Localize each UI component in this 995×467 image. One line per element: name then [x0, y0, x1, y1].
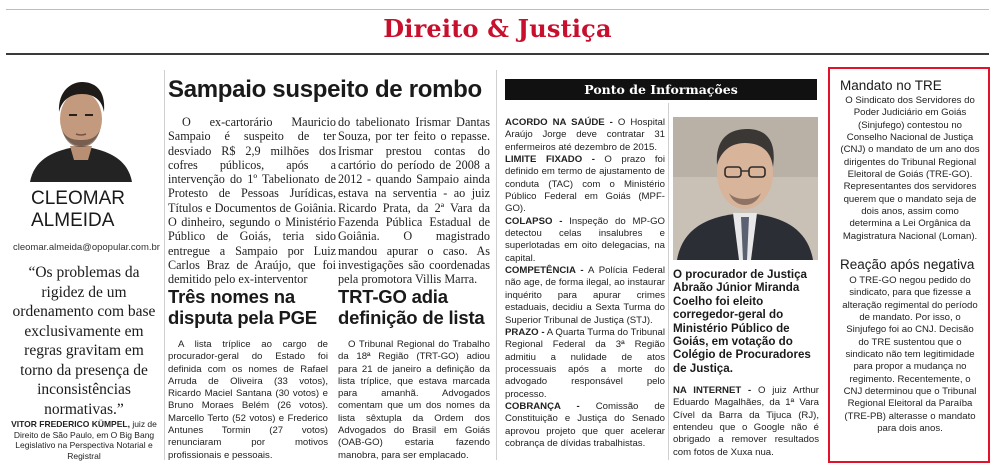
- top-rule: [6, 9, 989, 10]
- column-divider: [668, 103, 669, 460]
- quote-source: juiz de Direito de São Paulo, em O Big Bang Legislativo na Perspectiva Notarial e Registral: [13, 419, 157, 461]
- ponto-note: [505, 216, 665, 265]
- ponto-note-text: O Hospital Araújo Jorge deve contratar 31 enfermeiros até dezembro de 2015.: [505, 117, 665, 153]
- internet-text: O juiz Arthur Eduardo Magalhães, da 1ª Vara Cível da Barra da Tijuca (RJ), entendeu que o Google não é obrigado a remover resultados com fotos de Xuxa nua.: [673, 385, 819, 458]
- columnist-email[interactable]: cleomar.almeida@opopular.com.br: [13, 242, 160, 253]
- ponto-note-text: Inspeção do MP-GO detectou celas insalubres e superlotadas em oito delegacias, na capital.: [505, 215, 665, 264]
- ponto-note-label: COMPETÊNCIA -: [505, 265, 584, 277]
- ponto-header: Ponto de Informações: [505, 79, 817, 100]
- reacao-heading: Reação após negativa: [840, 257, 975, 272]
- tre-text: O Sindicato dos Servidores do Poder Judiciário em Goiás (Sinjufego) contestou no Conselho Nacional de Justiça (CNJ) o mandato de um ano dos dirigentes do Tribunal Regional Eleitoral de Goiás (TRE-GO). Representantes dos servidores querem que o mandato seja de dois anos, assim como determina a Lei Orgânica da Magistratura Nacional (Loman).: [840, 95, 980, 242]
- main-story-col1: O ex-cartorário Mauricio Sampaio é suspeito de ter desviado R$ 2,9 milhões dos cofres públicos, após a intervenção do 1º Tabelionato de Protesto de Pessoas Jurídicas, Títulos e Documentos de Goiânia. O dinheiro, segundo o Ministério Público de Goiás, teria sido entregue a Sampaio por Luiz Carlos Braz de Araújo, que foi demitido pelo ex-interventor: [168, 115, 336, 287]
- trt-headline: TRT-GO adia definição de lista: [338, 286, 485, 328]
- columnist-photo: [22, 74, 140, 182]
- tre-heading: Mandato no TRE: [840, 78, 942, 93]
- ponto-notes: [505, 117, 665, 450]
- prosecutor-photo: [673, 117, 818, 260]
- columnist-last-name: ALMEIDA: [31, 210, 115, 231]
- columnist-first-name: CLEOMAR: [31, 188, 125, 209]
- ponto-note: [505, 401, 665, 450]
- main-headline: Sampaio suspeito de rombo: [168, 76, 482, 103]
- ponto-internet-note: [673, 385, 819, 459]
- quote-attribution: [10, 419, 158, 461]
- column-divider: [164, 70, 165, 460]
- main-story-col2: do tabelionato Irismar Dantas Souza, por ter feito o repasse. Irismar prestou contas do cartório do período de 2008 a 2012 - quando Sampaio ainda estava na serventia - ao juiz Ricardo Prata, da 2ª Vara da Fazenda Pública Estadual de Goiânia. O magistrado mandou apurar o caso. As investigações são coordenadas pela promotora Villis Marra.: [338, 115, 490, 287]
- columnist-name: [31, 188, 125, 232]
- ponto-note: [505, 265, 665, 327]
- pge-body: A lista tríplice ao cargo de procurador-geral do Estado foi definida com os nomes de Rafael Arruda de Oliveira (33 votos), Ricardo Maciel Santana (30 votos) e Bruno Moraes Belém (26 votos). Marcello Terto (52 votos) e Frederico Antunes Tormin (27 votos) renunciaram por motivos profissionais e pessoais.: [168, 339, 328, 461]
- ponto-note-label: LIMITE FIXADO -: [505, 154, 595, 166]
- ponto-note-text: A Quarta Turma do Tribunal Regional Federal da 3ª Região admitiu a nulidade de atos processuais após a morte do advogado responsável pelo processo.: [505, 326, 665, 400]
- trt-body: O Tribunal Regional do Trabalho da 18ª Região (TRT-GO) adiou para 21 de janeiro a definição da lista tríplice, que estava marcada para amanhã. Advogados comentam que um dos nomes da lista sêxtupla da Ordem dos Advogados do Brasil em Goiás (OAB-GO) estaria fazendo manobra, para ser emplacado.: [338, 339, 490, 461]
- ponto-note-label: PRAZO -: [505, 326, 545, 338]
- section-rule: [6, 53, 989, 55]
- columnist-quote: “Os problemas da rigidez de um ordenamento com base exclusivamente em regras gravitam em torno da presença de inconsistências normativas.”: [12, 264, 156, 418]
- ponto-note-text: O prazo foi definido em termo de ajustamento de conduta (TAC) com o Ministério Público Federal em Goiás (MPF-GO).: [505, 154, 665, 215]
- photo-caption: O procurador de Justiça Abraão Júnior Miranda Coelho foi eleito corregedor-geral do Ministério Público de Goiás, em votação do Colégio de Procuradores de Justiça.: [673, 268, 811, 375]
- ponto-note: [505, 327, 665, 401]
- ponto-note-text: A Polícia Federal não age, de forma ilegal, ao instaurar inquérito para apurar crimes estaduais, decidiu a Sexta Turma do Superior Tribunal de Justiça (STJ).: [505, 265, 665, 326]
- internet-label: NA INTERNET -: [673, 385, 752, 396]
- ponto-note: [505, 117, 665, 154]
- ponto-note-label: COBRANÇA -: [505, 400, 580, 412]
- ponto-note-text: Comissão de Constituição e Justiça do Senado aprovou projeto que quer acelerar cobrança de dívidas trabalhistas.: [505, 400, 666, 449]
- quote-author: VITOR FREDERICO KÜMPEL,: [11, 419, 130, 429]
- reacao-text: O TRE-GO negou pedido do sindicato, para que fizesse a alteração regimental do período de mandato. Por isso, o Sinjufego foi ao CNJ. Decisão do TRE sustentou que o sindicato não tem legitimidade para propor a mudança no regimento. Recentemente, o CNJ determinou que o Tribunal Regional Eleitoral da Paraíba (TRE-PB) alterasse o mandato para dois anos.: [842, 275, 978, 435]
- column-divider: [496, 70, 497, 460]
- section-title: Direito & Justiça: [383, 14, 612, 43]
- pge-headline: Três nomes na disputa pela PGE: [168, 286, 317, 328]
- ponto-note: [505, 154, 665, 216]
- ponto-note-label: ACORDO NA SAÚDE -: [505, 117, 613, 128]
- ponto-note-label: COLAPSO -: [505, 215, 563, 227]
